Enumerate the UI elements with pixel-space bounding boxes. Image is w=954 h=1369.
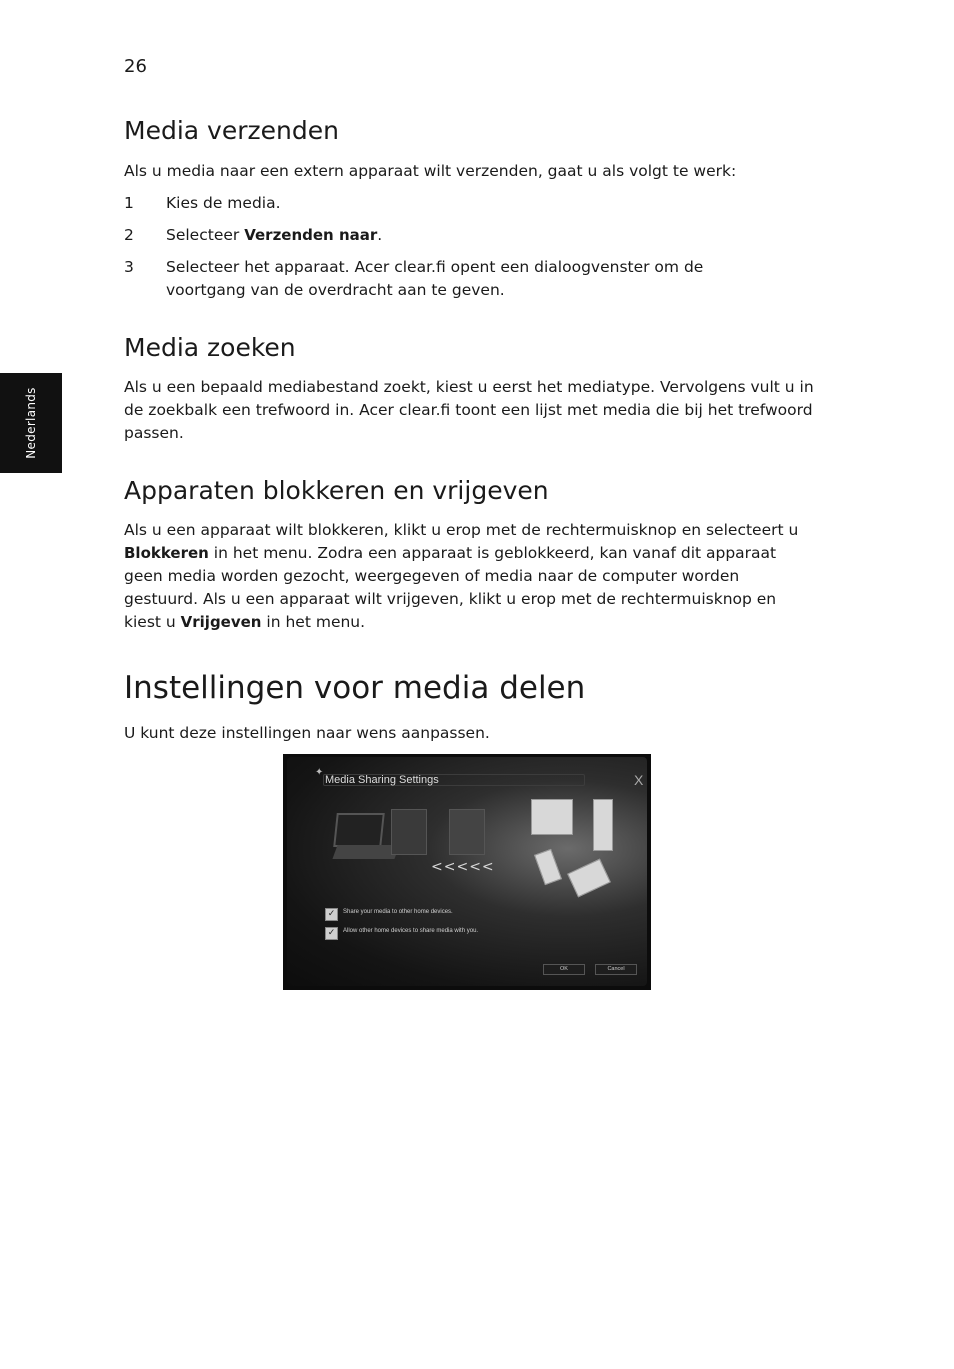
- page-number: 26: [124, 56, 147, 77]
- cancel-button[interactable]: Cancel: [595, 964, 637, 975]
- share-media-label: Share your media to other home devices.: [343, 909, 453, 915]
- ui-term-send-to: Verzenden naar: [244, 226, 378, 244]
- step-2: [124, 224, 824, 248]
- step-1: [124, 192, 824, 216]
- ok-button[interactable]: OK: [543, 964, 585, 975]
- phone-icon: [534, 849, 562, 885]
- media-sharing-screenshot: [283, 754, 651, 990]
- allow-sharing-label: Allow other home devices to share media with you.: [343, 928, 479, 934]
- dialog-title: Media Sharing Settings: [325, 774, 439, 786]
- step-text-after: .: [377, 226, 383, 244]
- close-icon[interactable]: X: [634, 772, 644, 788]
- media-thumbnail-icon: [391, 809, 427, 855]
- step-text: [166, 224, 816, 247]
- block-body: [124, 519, 814, 634]
- heading-media-send: Media verzenden: [124, 116, 339, 145]
- laptop-base-icon: [332, 845, 399, 859]
- heading-media-search: Media zoeken: [124, 333, 296, 362]
- step-text-before: Selecteer: [166, 226, 245, 244]
- block-text-3: in het menu.: [261, 613, 366, 631]
- sparkle-icon: ✦: [315, 767, 324, 778]
- media-sharing-dialog: [287, 757, 647, 986]
- send-intro: Als u media naar een extern apparaat wilt verzenden, gaat u als volgt te werk:: [124, 162, 737, 180]
- block-text-2: in het menu. Zodra een apparaat is geblokkeerd, kan vanaf dit apparaat geen media worden gezocht, weergegeven of media naar de computer worden gestuurd. Als u een apparaat wilt vrijgeven, klikt u erop met de rechtermuisknop en kiest u: [124, 544, 777, 631]
- search-body: Als u een bepaald mediabestand zoekt, kiest u eerst het mediatype. Vervolgens vult u in de zoekbalk een trefwoord in. Acer clear.fi toont een lijst met media die bij het trefwoord passen.: [124, 378, 814, 442]
- desktop-tower-icon: [593, 799, 613, 851]
- share-media-checkbox[interactable]: ✓: [325, 908, 338, 921]
- language-side-tab: [0, 373, 62, 473]
- netbook-icon: [567, 859, 611, 898]
- allow-sharing-checkbox[interactable]: ✓: [325, 927, 338, 940]
- step-number: 2: [124, 226, 134, 244]
- laptop-icon: [333, 813, 385, 847]
- step-text: Selecteer het apparaat. Acer clear.fi opent een dialoogvenster om de voortgang van de overdracht aan te geven.: [166, 258, 704, 299]
- step-number: 3: [124, 258, 134, 276]
- block-text-1: Als u een apparaat wilt blokkeren, klikt u erop met de rechtermuisknop en selecteert u: [124, 521, 799, 539]
- heading-block-devices: Apparaten blokkeren en vrijgeven: [124, 476, 549, 505]
- ui-term-unblock: Vrijgeven: [180, 613, 262, 631]
- ui-term-block: Blokkeren: [124, 544, 209, 562]
- settings-body: U kunt deze instellingen naar wens aanpassen.: [124, 724, 490, 742]
- transfer-arrows-icon: <<<<<: [431, 859, 495, 875]
- step-text: Kies de media.: [166, 194, 281, 212]
- media-thumbnail-icon: [449, 809, 485, 855]
- monitor-icon: [531, 799, 573, 835]
- step-3: [124, 256, 824, 304]
- step-number: 1: [124, 194, 134, 212]
- language-label: Nederlands: [24, 387, 38, 459]
- heading-sharing-settings: Instellingen voor media delen: [124, 670, 586, 706]
